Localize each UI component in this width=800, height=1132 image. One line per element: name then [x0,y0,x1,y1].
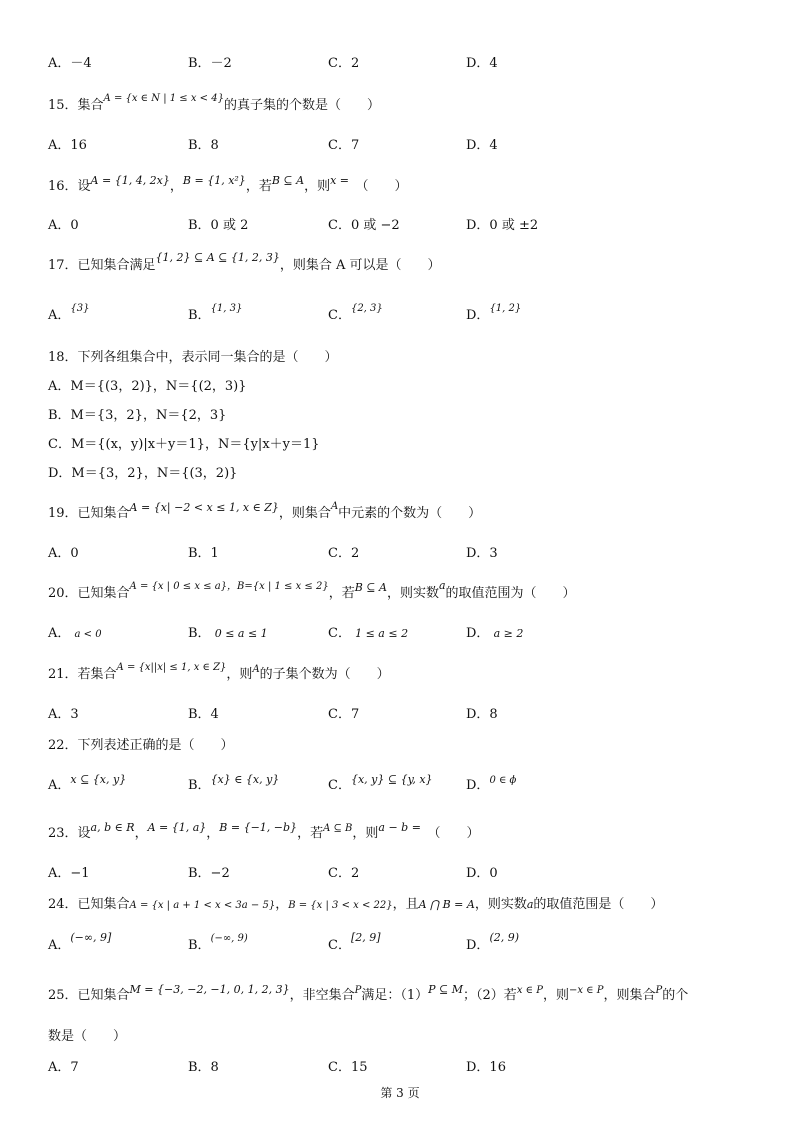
q23-stem: 23．设$^{a, b \in R}$，$^{A = \{1, a\}}$，$^{B = \{-1, -b\}}$，若$^{A ⊆ B}$，则$^{a - b =}$ （ ） [48,821,480,841]
q24-option-c: C．[2, 9] [328,931,381,953]
q21-option-d: D．8 [466,707,498,722]
q24-option-b: B．$^{(-\infty, 9)}$ [188,933,248,953]
q24-stem: 24．已知集合A = {x | a + 1 < x < 3a − 5}，B = {x | 3 < x < 22}，且A ⋂ B = A，则实数a的取值范围是（ ） [48,897,664,912]
q20-option-c: C． 1 ≤ a ≤ 2 [328,626,409,641]
q22-option-c: C．$^{\{x, y\} ⊆ \{y, x\}}$ [328,773,433,793]
q20-option-a: A． a < 0 [48,626,102,641]
q18-option-c: C．M＝{(x，y)|x＋y＝1}，N＝{y|x＋y＝1} [48,437,320,452]
q16-stem: 16．设$^{A = \{1, 4, 2x\}}$，$^{B = \{1, x^2\}}$，若$^{B ⊆ A}$，则$^{x =}$ （ ） [48,174,408,194]
q15-option-d: D．4 [466,138,498,153]
q18-option-b: B．M＝{3，2}，N＝{2，3} [48,408,227,423]
q18-option-a: A．M＝{(3，2)}，N＝{(2，3)} [48,379,247,394]
q22-option-b: B．$^{\{x\} \in \{x, y\}}$ [188,773,280,793]
q23-option-b: B．−2 [188,866,230,881]
q25-option-d: D．16 [466,1060,506,1075]
q17-option-a: A．$^{\{3\}}$ [48,303,90,323]
q21-option-a: A．3 [48,707,79,722]
q22-option-d: D．$^{0 \in \phi}$ [466,775,517,793]
q19-option-a: A．0 [48,546,79,561]
q19-stem: 19．已知集合$^{A = \{x| -2 < x \le 1, x \in Z\}}$，则集合$^A$中元素的个数为（ ） [48,501,482,521]
q25-option-b: B．8 [188,1060,219,1075]
q24-option-a: A．$^{(-\infty, 9]}$ [48,931,112,953]
q19-option-d: D．3 [466,546,498,561]
q15-option-a: A．16 [48,138,87,153]
q14-option-d: D．4 [466,56,498,71]
q20-stem: 20．已知集合$^{A = \{x | 0 \le x \le a\},B=\{x | 1 \le x \le 2\}}$，若$^{B ⊆ A}$，则实数$^a$的取值范围为（ ） [48,579,576,601]
q22-option-a: A．$^{x ⊆ \{x, y\}}$ [48,773,127,793]
q16-option-b: B．0 或 2 [188,218,249,233]
q16-option-d: D．0 或 ±2 [466,218,539,233]
q23-option-d: D．0 [466,866,498,881]
q25-option-a: A．7 [48,1060,79,1075]
q20-option-d: D． a ≥ 2 [466,626,524,641]
q24-option-d: D．$^{(2, 9)}$ [466,931,520,953]
q21-option-c: C．7 [328,707,360,722]
q15-stem: 15．集合$^{A = \{x \in N | 1 \le x < 4\}}$的真子集的个数是（ ） [48,93,380,113]
q16-option-c: C．0 或 −2 [328,218,400,233]
q16-option-a: A．0 [48,218,79,233]
q21-stem: 21．若集合$^{A = \{x||x| \le 1, x \in Z\}}$，则$^A$的子集个数为（ ） [48,662,390,682]
q15-option-c: C．7 [328,138,360,153]
q20-option-b: B． 0 ≤ a ≤ 1 [188,626,268,641]
page-number: 第 3 页 [380,1086,420,1100]
q17-stem: 17．已知集合满足$^{\{1, 2\} ⊆ A ⊆ \{1, 2, 3\}}$，则集合 A 可以是（ ） [48,251,441,273]
q17-option-b: B．$^{\{1, 3\}}$ [188,303,243,323]
q17-option-c: C．$^{\{2, 3\}}$ [328,303,383,323]
q23-option-a: A．−1 [48,866,90,881]
q25-stem-line2: 数是（ ） [48,1029,127,1044]
q14-option-c: C．2 [328,56,360,71]
q22-stem: 22．下列表述正确的是（ ） [48,738,234,753]
q18-stem: 18．下列各组集合中，表示同一集合的是（ ） [48,350,338,365]
q25-stem: 25．已知集合$^{M = \{-3, -2, -1, 0, 1, 2, 3\}}$，非空集合$^P$满足：$(1)^{P ⊆ M}$；（2）若$^{x \in P}$，则$^{-x \in P}$，则集合$^P$的个 [48,983,689,1003]
q19-option-b: B．1 [188,546,219,561]
q14-option-a: A．－4 [48,56,92,71]
q23-option-c: C．2 [328,866,360,881]
q19-option-c: C．2 [328,546,360,561]
q17-option-d: D．$^{\{1, 2\}}$ [466,303,522,323]
q14-option-b: B．－2 [188,56,232,71]
q15-option-b: B．8 [188,138,219,153]
q25-option-c: C．15 [328,1060,368,1075]
q15-math: A = {x ∈ N | 1 ≤ x < 4} [103,93,224,104]
q21-option-b: B．4 [188,707,219,722]
q18-option-d: D．M＝{3，2}，N＝{(3，2)} [48,466,238,481]
